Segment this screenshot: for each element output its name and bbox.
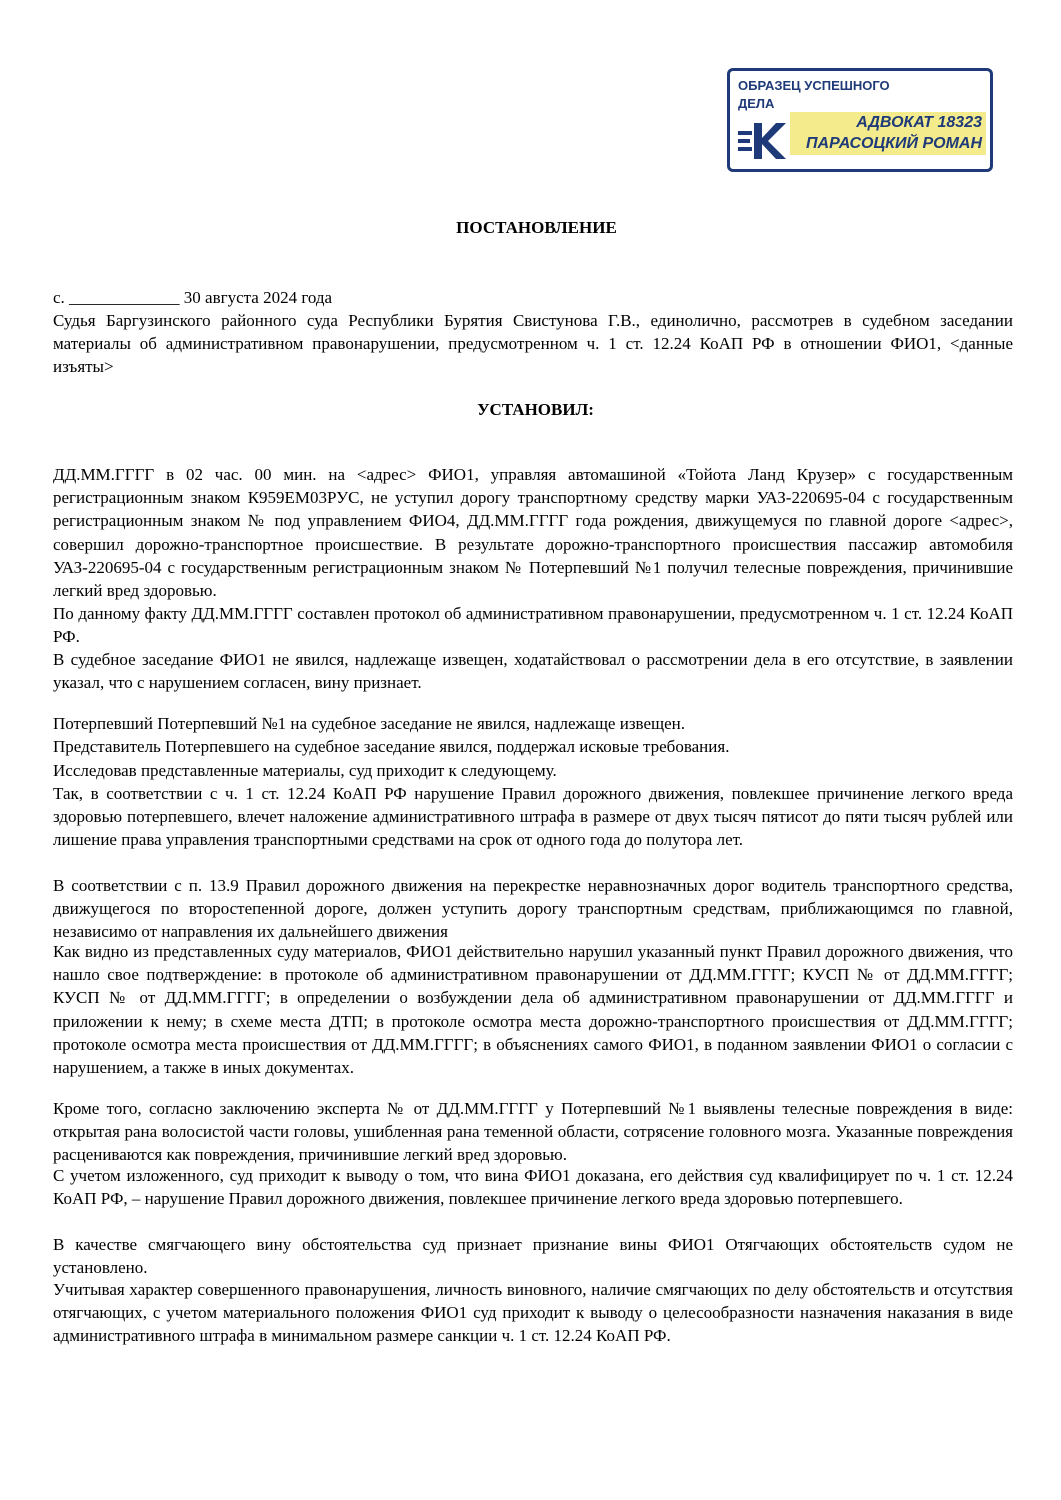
paragraph: Как видно из представленных суду материалов, ФИО1 действительно нарушил указанный пункт Правил дорожного движения, что нашло свое подтверждение: в протоколе об административном правонарушении от ДД.ММ.ГГГГ; КУСП № от ДД.ММ.ГГГГ; КУСП № от ДД.ММ.ГГГГ; в определении о возбуждении дела об административном правонарушении от ДД.ММ.ГГГГ и приложении к нему; в схеме места ДТП; в протоколе осмотра места дорожно-транспортного происшествия от ДД.ММ.ГГГГ; протоколе осмотра места происшествия от ДД.ММ.ГГГГ; в объяснениях самого ФИО1, в поданном заявлении ФИО1 о согласии с нарушением, а также в иных документах. — [53, 942, 1013, 1078]
paragraph: В качестве смягчающего вину обстоятельства суд признает признание вины ФИО1 Отягчающих обстоятельств судом не установлено. — [53, 1235, 1013, 1278]
paragraph: Представитель Потерпевшего на судебное заседание явился, поддержал исковые требования. — [53, 737, 730, 756]
paragraph: Учитывая характер совершенного правонарушения, личность виновного, наличие смягчающих по делу обстоятельств и отсутствия отягчающих, с учетом материального положения ФИО1 суд приходит к выводу о целесообразности назначения наказания в виде административного штрафа в минимальном размере санкции ч. 1 ст. 12.24 КоАП РФ. — [53, 1280, 1013, 1346]
paragraph: Исследовав представленные материалы, суд приходит к следующему. — [53, 761, 557, 780]
law-firm-logo — [727, 68, 993, 172]
paragraph: Так, в соответствии с ч. 1 ст. 12.24 КоАП РФ нарушение Правил дорожного движения, повлекшее причинение легкого вреда здоровью потерпевшего, влечет наложение административного штрафа в размере от двух тысяч пятисот до пяти тысяч рублей или лишение права управления транспортными средствами на срок от одного года до полутора лет. — [53, 784, 1013, 850]
paragraph: В соответствии с п. 13.9 Правил дорожного движения на перекрестке неравнозначных дорог водитель транспортного средства, движущегося по второстепенной дороге, должен уступить дорогу транспортным средствам, приближающимся по главной, независимо от направления их дальнейшего движения — [53, 876, 1013, 942]
logo-band — [790, 112, 986, 155]
paragraph: По данному факту ДД.ММ.ГГГГ составлен протокол об административном правонарушении, предусмотренном ч. 1 ст. 12.24 КоАП РФ. — [53, 604, 1013, 647]
place-date-line: с. _____________ 30 августа 2024 года — [53, 288, 333, 307]
paragraph: ДД.ММ.ГГГГ в 02 час. 00 мин. на <адрес> ФИО1, управляя автомашиной «Тойота Ланд Крузер» с государственным регистрационным знаком К959ЕМ03РУС, не уступил дорогу транспортному средству марки УАЗ-220695-04 с государственным регистрационным знаком № под управлением ФИО4, ДД.ММ.ГГГГ года рождения, движущемуся по главной дороге <адрес>, совершил дорожно-транспортное происшествие. В результате дорожно-транспортного происшествия пассажир автомобиля УАЗ-220695-04 с государственным регистрационным знаком № Потерпевший №1 получил телесные повреждения, причинившие легкий вред здоровью. — [53, 465, 1013, 601]
intro-paragraph: Судья Баргузинского районного суда Республики Бурятия Свистунова Г.В., единолично, рассмотрев в судебном заседании материалы об административном правонарушении, предусмотренном ч. 1 ст. 12.24 КоАП РФ в отношении ФИО1, <данные изъяты> — [53, 311, 1013, 377]
logo-caption: ОБРАЗЕЦ УСПЕШНОГО ДЕЛА — [738, 78, 890, 111]
document-title: ПОСТАНОВЛЕНИЕ — [456, 218, 617, 237]
logo-line-1: АДВОКАТ 18323 — [856, 114, 982, 131]
paragraph: С учетом изложенного, суд приходит к выводу о том, что вина ФИО1 доказана, его действия суд квалифицирует по ч. 1 ст. 12.24 КоАП РФ, – нарушение Правил дорожного движения, повлекшее причинение легкого вреда здоровью потерпевшего. — [53, 1166, 1013, 1209]
logo-line-2: ПАРАСОЦКИЙ РОМАН — [806, 135, 982, 152]
paragraph: Потерпевший Потерпевший №1 на судебное заседание не явился, надлежаще извещен. — [53, 714, 685, 733]
paragraph: Кроме того, согласно заключению эксперта № от ДД.ММ.ГГГГ у Потерпевший №1 выявлены телесные повреждения в виде: открытая рана волосистой части головы, ушибленная рана теменной области, сотрясение головного мозга. Указанные повреждения расцениваются как повреждения, причинившие легкий вред здоровью. — [53, 1099, 1013, 1165]
law-firm-logo-icon — [738, 121, 788, 161]
paragraph: В судебное заседание ФИО1 не явился, надлежаще извещен, ходатайствовал о рассмотрении дела в его отсутствие, в заявлении указал, что с нарушением согласен, вину признает. — [53, 650, 1013, 693]
section-title: УСТАНОВИЛ: — [477, 400, 594, 419]
